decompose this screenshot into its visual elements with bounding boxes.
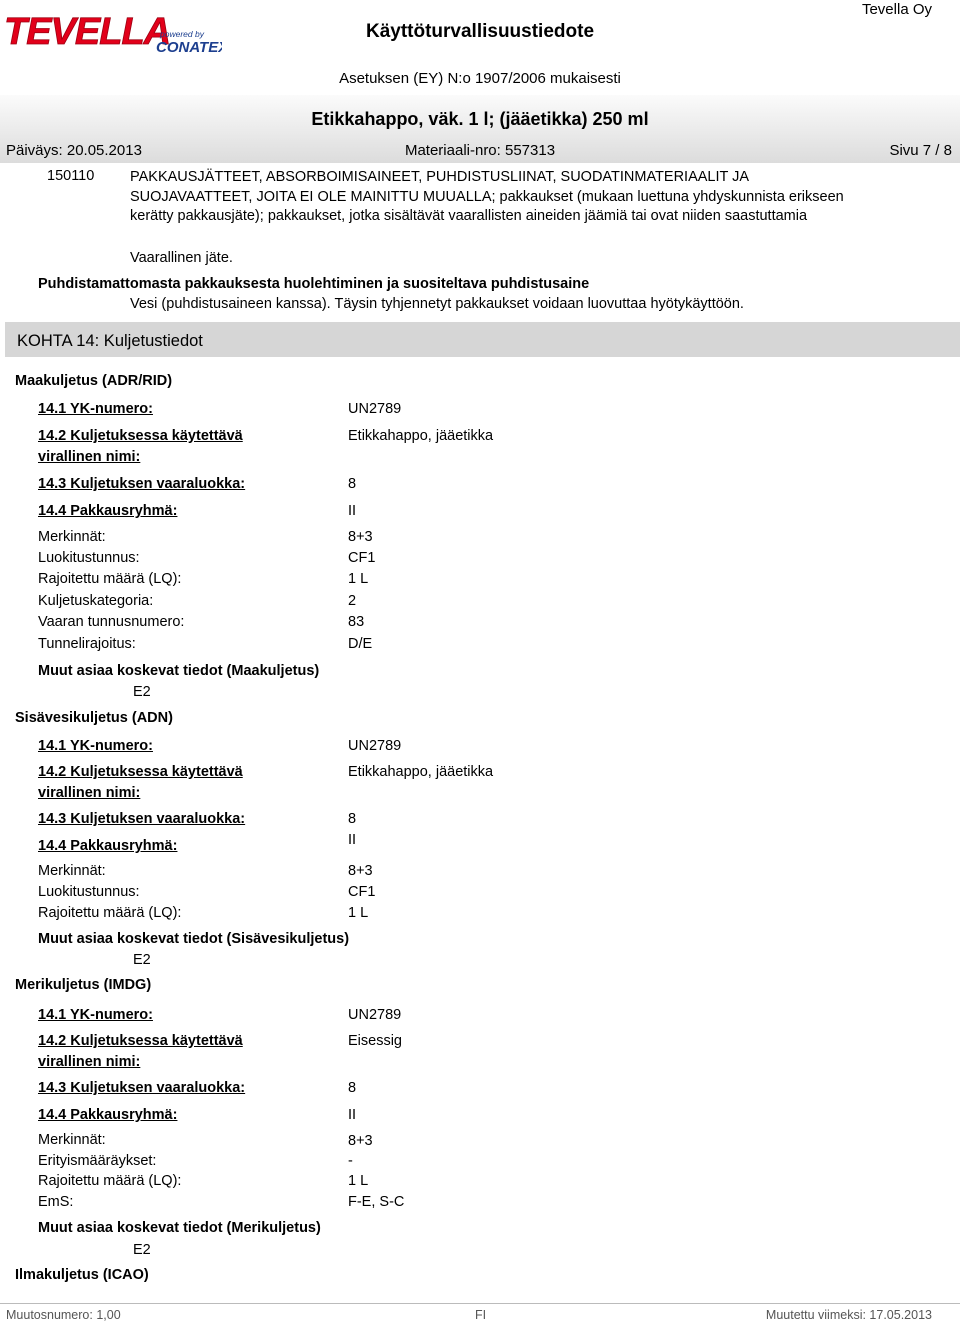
last-modified: Muutettu viimeksi: 17.05.2013	[765, 1308, 932, 1322]
adr-code-value: CF1	[348, 550, 376, 566]
packaging-heading: Puhdistamattomasta pakkauksesta huolehtiminen ja suositeltava puhdistusaine	[38, 276, 590, 292]
language-code: FI	[475, 1308, 487, 1322]
adr-name-label: 14.2 Kuljetuksessa käytettävä	[38, 428, 243, 444]
logo-conatex: CONATEX	[156, 39, 222, 56]
adn-heading: Sisävesikuljetus (ADN)	[15, 710, 173, 726]
icao-heading: Ilmakuljetus (ICAO)	[15, 1267, 149, 1283]
adr-hazard-id-value: 83	[348, 614, 365, 630]
imdg-group-label: 14.4 Pakkausryhmä:	[38, 1107, 178, 1123]
adr-group-value: II	[348, 503, 357, 519]
adn-marks-label: Merkinnät:	[38, 863, 106, 879]
adn-name-value: Etikkahappo, jääetikka	[348, 764, 494, 780]
imdg-name-label-2: virallinen nimi:	[38, 1054, 141, 1070]
adr-class-label: 14.3 Kuljetuksen vaaraluokka:	[38, 476, 246, 492]
adr-lq-value: 1 L	[348, 571, 369, 587]
adn-class-label: 14.3 Kuljetuksen vaaraluokka:	[38, 811, 246, 827]
adn-group-label: 14.4 Pakkausryhmä:	[38, 838, 178, 854]
imdg-ems-label: EmS:	[38, 1194, 74, 1210]
adn-class-value: 8	[348, 811, 357, 827]
adn-name-label: 14.2 Kuljetuksessa käytettävä	[38, 764, 243, 780]
adn-code-value: CF1	[348, 884, 376, 900]
adr-name-label-2: virallinen nimi:	[38, 449, 141, 465]
adn-lq-value: 1 L	[348, 905, 369, 921]
imdg-special-value: -	[348, 1153, 353, 1169]
adn-un-label: 14.1 YK-numero:	[38, 738, 153, 754]
waste-description: PAKKAUSJÄTTEET, ABSORBOIMISAINEET, PUHDISTUSLIINAT, SUODATINMATERIAALIT JA SUOJAVAATTEET, JOITA EI OLE MAINITTU MUUALLA; pakkaukset (mukaan luettuna yhdyskunnista erikseen kerätty pakkausjäte); pakkaukset, jotka sisältävät vaarallisten aineiden jäämiä tai ovat niiden saastuttamia	[130, 169, 844, 225]
adn-other-value: E2	[133, 952, 151, 968]
adr-code-label: Luokitustunnus:	[38, 550, 140, 566]
waste-code: 150110	[47, 168, 95, 184]
adr-tunnel-value: D/E	[348, 636, 373, 652]
footer-divider	[0, 1303, 960, 1304]
adn-group-value: II	[348, 832, 357, 848]
material-number: Materiaali-nro: 557313	[404, 142, 556, 159]
imdg-lq-value: 1 L	[348, 1173, 369, 1189]
document-title: Käyttöturvallisuustiedote	[365, 21, 595, 42]
revision-number: Muutosnumero: 1,00	[6, 1308, 121, 1322]
page-number: Sivu 7 / 8	[889, 142, 952, 159]
adn-name-label-2: virallinen nimi:	[38, 785, 141, 801]
imdg-lq-label: Rajoitettu määrä (LQ):	[38, 1173, 182, 1189]
adr-marks-value: 8+3	[348, 529, 373, 545]
section-title: KOHTA 14: Kuljetustiedot	[17, 332, 203, 350]
company-name: Tevella Oy	[861, 1, 932, 18]
imdg-un-label: 14.1 YK-numero:	[38, 1007, 153, 1023]
imdg-other-label: Muut asiaa koskevat tiedot (Merikuljetus)	[38, 1220, 321, 1236]
adn-un-value: UN2789	[348, 738, 402, 754]
imdg-un-value: UN2789	[348, 1007, 402, 1023]
imdg-class-value: 8	[348, 1080, 357, 1096]
adn-marks-value: 8+3	[348, 863, 373, 879]
packaging-text: Vesi (puhdistusaineen kanssa). Täysin tyhjennetyt pakkaukset voidaan luovuttaa hyötykäyttöön.	[130, 296, 744, 312]
adr-name-value: Etikkahappo, jääetikka	[348, 428, 494, 444]
logo-powered-by: powered by	[160, 29, 204, 39]
imdg-marks-label: Merkinnät:	[38, 1132, 106, 1148]
issue-date: Päiväys: 20.05.2013	[6, 142, 142, 159]
imdg-group-value: II	[348, 1107, 357, 1123]
adr-other-label: Muut asiaa koskevat tiedot (Maakuljetus)	[38, 663, 320, 679]
imdg-name-value: Eisessig	[348, 1033, 402, 1049]
imdg-other-value: E2	[133, 1242, 151, 1258]
adr-marks-label: Merkinnät:	[38, 529, 106, 545]
adn-lq-label: Rajoitettu määrä (LQ):	[38, 905, 182, 921]
imdg-special-label: Erityismääräykset:	[38, 1153, 157, 1169]
imdg-class-label: 14.3 Kuljetuksen vaaraluokka:	[38, 1080, 246, 1096]
adr-category-label: Kuljetuskategoria:	[38, 593, 154, 609]
adr-tunnel-label: Tunnelirajoitus:	[38, 636, 136, 652]
logo-wordmark: TEVELLA	[4, 11, 171, 53]
adr-heading: Maakuljetus (ADR/RID)	[15, 373, 173, 389]
adr-category-value: 2	[348, 593, 357, 609]
product-name: Etikkahappo, väk. 1 l; (jääetikka) 250 ml	[311, 109, 649, 129]
adr-un-label: 14.1 YK-numero:	[38, 401, 153, 417]
adr-group-label: 14.4 Pakkausryhmä:	[38, 503, 178, 519]
hazardous-waste-note: Vaarallinen jäte.	[130, 250, 233, 266]
imdg-heading: Merikuljetus (IMDG)	[15, 977, 152, 993]
adr-other-value: E2	[133, 684, 151, 700]
adn-code-label: Luokitustunnus:	[38, 884, 140, 900]
imdg-ems-value: F-E, S-C	[348, 1194, 405, 1210]
imdg-marks-value: 8+3	[348, 1133, 373, 1149]
imdg-name-label: 14.2 Kuljetuksessa käytettävä	[38, 1033, 243, 1049]
adr-class-value: 8	[348, 476, 357, 492]
adr-un-value: UN2789	[348, 401, 402, 417]
regulation-reference: Asetuksen (EY) N:o 1907/2006 mukaisesti	[339, 70, 621, 87]
adr-hazard-id-label: Vaaran tunnusnumero:	[38, 614, 185, 630]
adr-lq-label: Rajoitettu määrä (LQ):	[38, 571, 182, 587]
adn-other-label: Muut asiaa koskevat tiedot (Sisävesikuljetus)	[38, 931, 350, 947]
